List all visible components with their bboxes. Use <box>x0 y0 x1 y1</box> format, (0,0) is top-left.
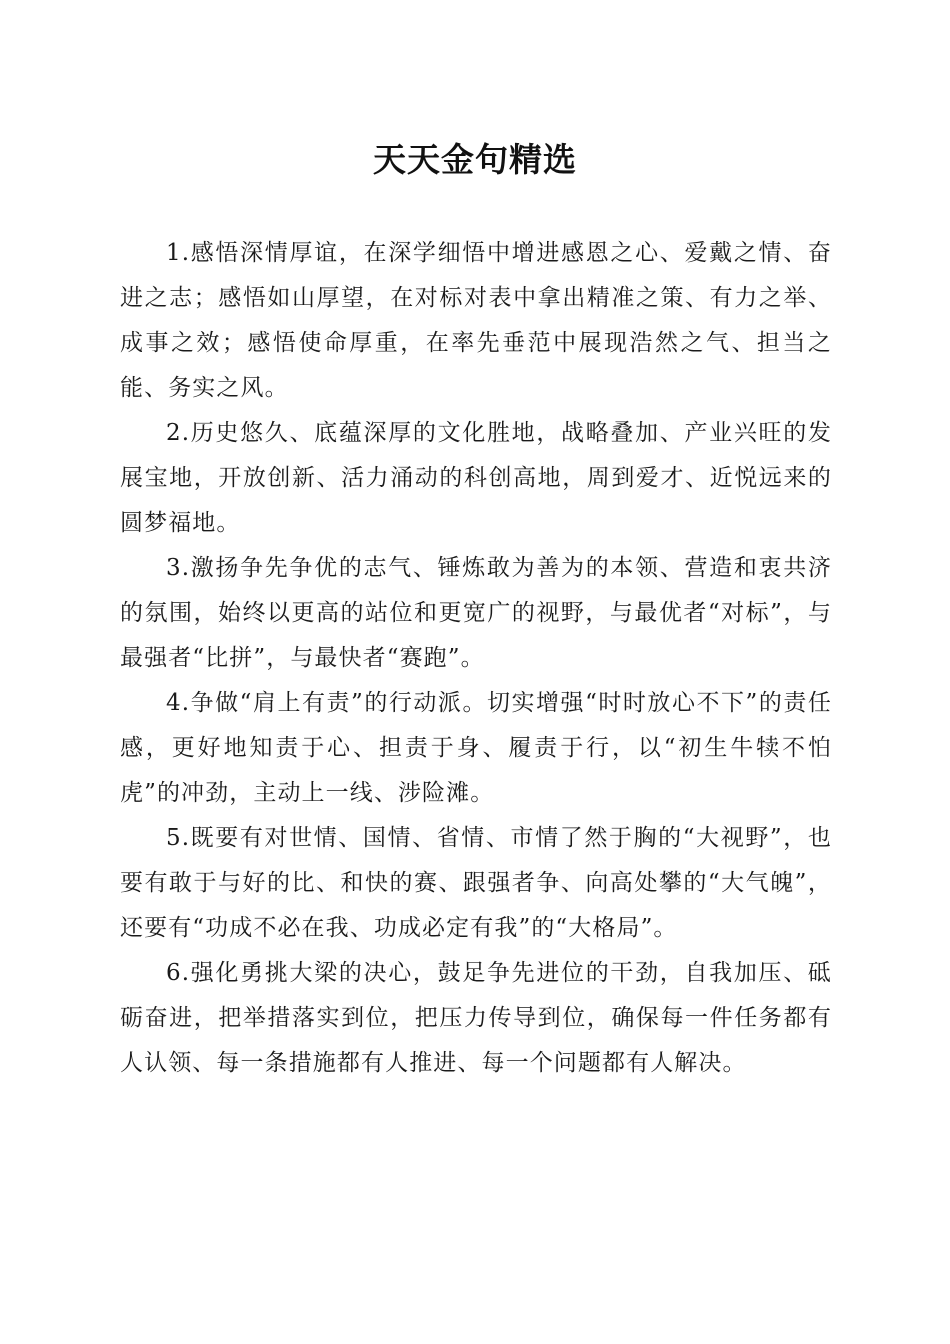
paragraph-2: 2.历史悠久、底蕴深厚的文化胜地，战略叠加、产业兴旺的发展宝地，开放创新、活力涌动的科创高地，周到爱才、近悦远来的圆梦福地。 <box>120 420 832 536</box>
paragraph-1: 1.感悟深情厚谊，在深学细悟中增进感恩之心、爱戴之情、奋进之志；感悟如山厚望，在对标对表中拿出精准之策、有力之举、成事之效；感悟使命厚重，在率先垂范中展现浩然之气、担当之能、务实之风。 <box>120 240 832 401</box>
paragraph-4: 4.争做“肩上有责”的行动派。切实增强“时时放心不下”的责任感，更好地知责于心、担责于身、履责于行，以“初生牛犊不怕虎”的冲劲，主动上一线、涉险滩。 <box>120 690 832 806</box>
paragraph-5: 5.既要有对世情、国情、省情、市情了然于胸的“大视野”，也要有敢于与好的比、和快的赛、跟强者争、向高处攀的“大气魄”，还要有“功成不必在我、功成必定有我”的“大格局”。 <box>120 825 832 941</box>
paragraph-6: 6.强化勇挑大梁的决心，鼓足争先进位的干劲，自我加压、砥砺奋进，把举措落实到位，把压力传导到位，确保每一件任务都有人认领、每一条措施都有人推进、每一个问题都有人解决。 <box>120 960 832 1076</box>
document-title: 天天金句精选 <box>373 140 577 179</box>
document-body <box>120 231 832 1086</box>
paragraph-3: 3.激扬争先争优的志气、锤炼敢为善为的本领、营造和衷共济的氛围，始终以更高的站位和更宽广的视野，与最优者“对标”，与最强者“比拼”，与最快者“赛跑”。 <box>120 555 832 671</box>
